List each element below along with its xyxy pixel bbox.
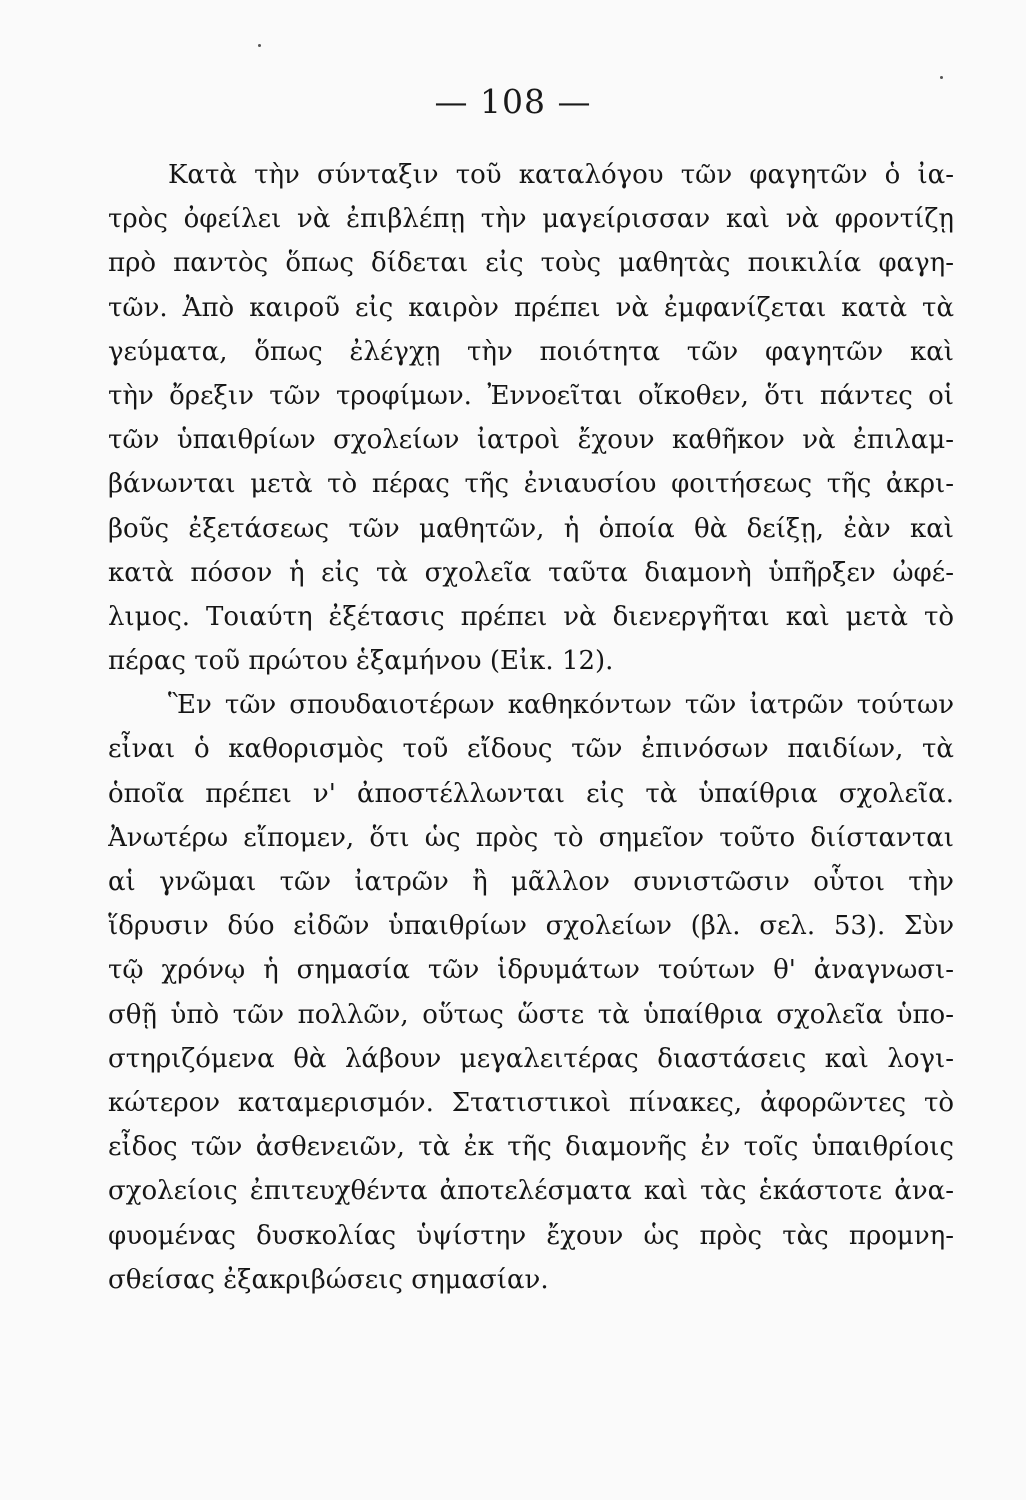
text-line: σθείσας ἐξακριβώσεις σημασίαν. (108, 1264, 549, 1295)
text-line: φυομένας δυσκολίας ὑψίστην ἔχουν ὡς πρὸς τὰς προμνη- (108, 1220, 954, 1251)
text-line: εἶδος τῶν ἀσθενειῶν, τὰ ἐκ τῆς διαμονῆς ἐν τοῖς ὑπαιθρίοις (108, 1132, 954, 1163)
text-line: σχολείοις ἐπιτευχθέντα ἀποτελέσματα καὶ τὰς ἑκάστοτε ἀνα- (108, 1176, 954, 1207)
text-line: στηριζόμενα θὰ λάβουν μεγαλειτέρας διαστάσεις καὶ λογι- (108, 1043, 954, 1074)
text-line: εἶναι ὁ καθορισμὸς τοῦ εἴδους τῶν ἐπινόσων παιδίων, τὰ (108, 734, 954, 765)
text-line: τὴν ὄρεξιν τῶν τροφίμων. Ἐννοεῖται οἴκοθεν, ὅτι πάντες οἱ (108, 380, 954, 411)
text-line: σθῇ ὑπὸ τῶν πολλῶν, οὕτως ὥστε τὰ ὑπαίθρια σχολεῖα ὑπο- (108, 999, 954, 1030)
ink-speck (940, 76, 943, 79)
text-line: ὁποῖα πρέπει ν' ἀποστέλλωνται εἰς τὰ ὑπαίθρια σχολεῖα. (108, 778, 954, 809)
paragraph (108, 153, 954, 683)
ink-speck (258, 44, 261, 47)
text-line: πρὸ παντὸς ὅπως δίδεται εἰς τοὺς μαθητὰς ποικιλία φαγη- (108, 248, 954, 279)
text-line: τρὸς ὀφείλει νὰ ἐπιβλέπῃ τὴν μαγείρισσαν καὶ νὰ φροντίζῃ (108, 204, 954, 235)
text-line: τῷ χρόνῳ ἡ σημασία τῶν ἱδρυμάτων τούτων θ' ἀναγνωσι- (108, 955, 954, 986)
text-line: βάνωνται μετὰ τὸ πέρας τῆς ἐνιαυσίου φοιτήσεως τῆς ἀκρι- (108, 469, 954, 500)
text-line: ἵδρυσιν δύο εἰδῶν ὑπαιθρίων σχολείων (βλ. σελ. 53). Σὺν (108, 911, 954, 942)
text-line: τῶν. Ἀπὸ καιροῦ εἰς καιρὸν πρέπει νὰ ἐμφανίζεται κατὰ τὰ (108, 292, 954, 323)
text-line: κατὰ πόσον ἡ εἰς τὰ σχολεῖα ταῦτα διαμονὴ ὑπῆρξεν ὠφέ- (108, 557, 954, 588)
body-text (108, 153, 954, 1302)
text-line: βοῦς ἐξετάσεως τῶν μαθητῶν, ἡ ὁποία θὰ δείξῃ, ἐὰν καὶ (108, 513, 954, 544)
text-line: τῶν ὑπαιθρίων σχολείων ἰατροὶ ἔχουν καθῆκον νὰ ἐπιλαμ- (108, 425, 954, 456)
text-line: Ἀνωτέρω εἴπομεν, ὅτι ὡς πρὸς τὸ σημεῖον τοῦτο διίστανται (108, 822, 954, 853)
text-line: κώτερον καταμερισμόν. Στατιστικοὶ πίνακες, ἀφορῶντες τὸ (108, 1087, 954, 1118)
text-line: πέρας τοῦ πρώτου ἑξαμήνου (Εἰκ. 12). (108, 646, 614, 677)
text-line: αἱ γνῶμαι τῶν ἰατρῶν ἢ μᾶλλον συνιστῶσιν οὗτοι τὴν (108, 867, 954, 897)
text-line: γεύματα, ὅπως ἐλέγχῃ τὴν ποιότητα τῶν φαγητῶν καὶ (108, 336, 954, 367)
paragraph (108, 683, 954, 1302)
page-number: — 108 — (434, 82, 592, 121)
text-line: λιμος. Τοιαύτη ἐξέτασις πρέπει νὰ διενεργῆται καὶ μετὰ τὸ (108, 601, 954, 632)
text-line: Ἓν τῶν σπουδαιοτέρων καθηκόντων τῶν ἰατρῶν τούτων (168, 690, 954, 721)
text-line: Κατὰ τὴν σύνταξιν τοῦ καταλόγου τῶν φαγητῶν ὁ ἰα- (168, 160, 954, 190)
